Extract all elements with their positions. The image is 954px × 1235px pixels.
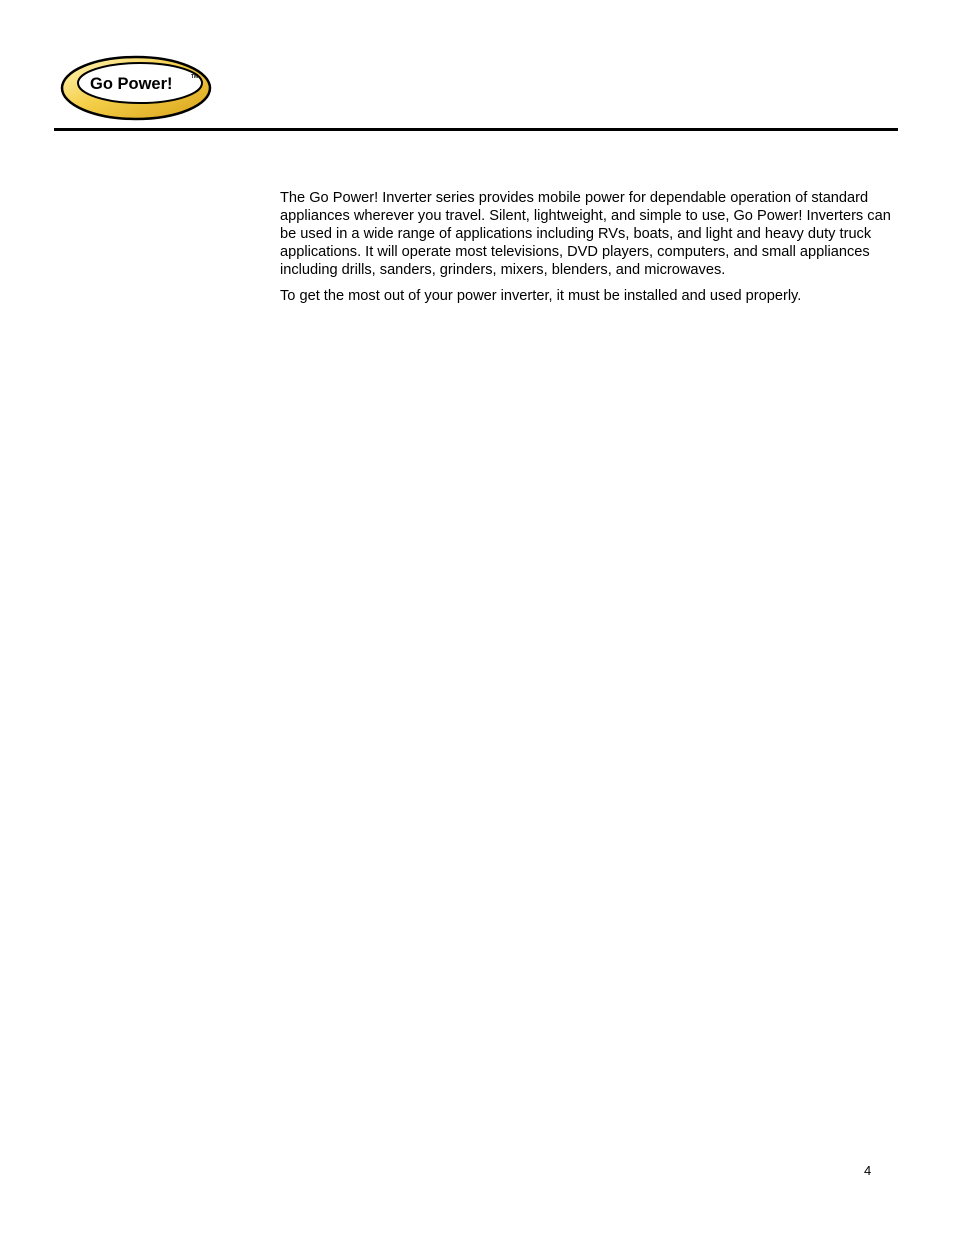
intro-section [280, 189, 905, 313]
go-power-logo-graphic [60, 53, 216, 123]
intro-paragraph: The Go Power! Inverter series provides mobile power for dependable operation of standard appliances wherever you travel. Silent, lightweight, and simple to use, Go Power! Inverters can be used in a wide range of applications including RVs, boats, and light and heavy duty truck applications. It will operate most televisions, DVD players, computers, and small appliances including drills, sanders, grinders, mixers, blenders, and microwaves. [280, 190, 891, 278]
usage-note-paragraph: To get the most out of your power inverter, it must be installed and used properly. [280, 288, 802, 304]
go-power-logo [60, 53, 216, 123]
logo-wordmark: Go Power! [90, 75, 173, 93]
page-number: 4 [864, 1163, 872, 1178]
logo-trademark: TM [191, 74, 199, 80]
header-divider [54, 128, 898, 131]
